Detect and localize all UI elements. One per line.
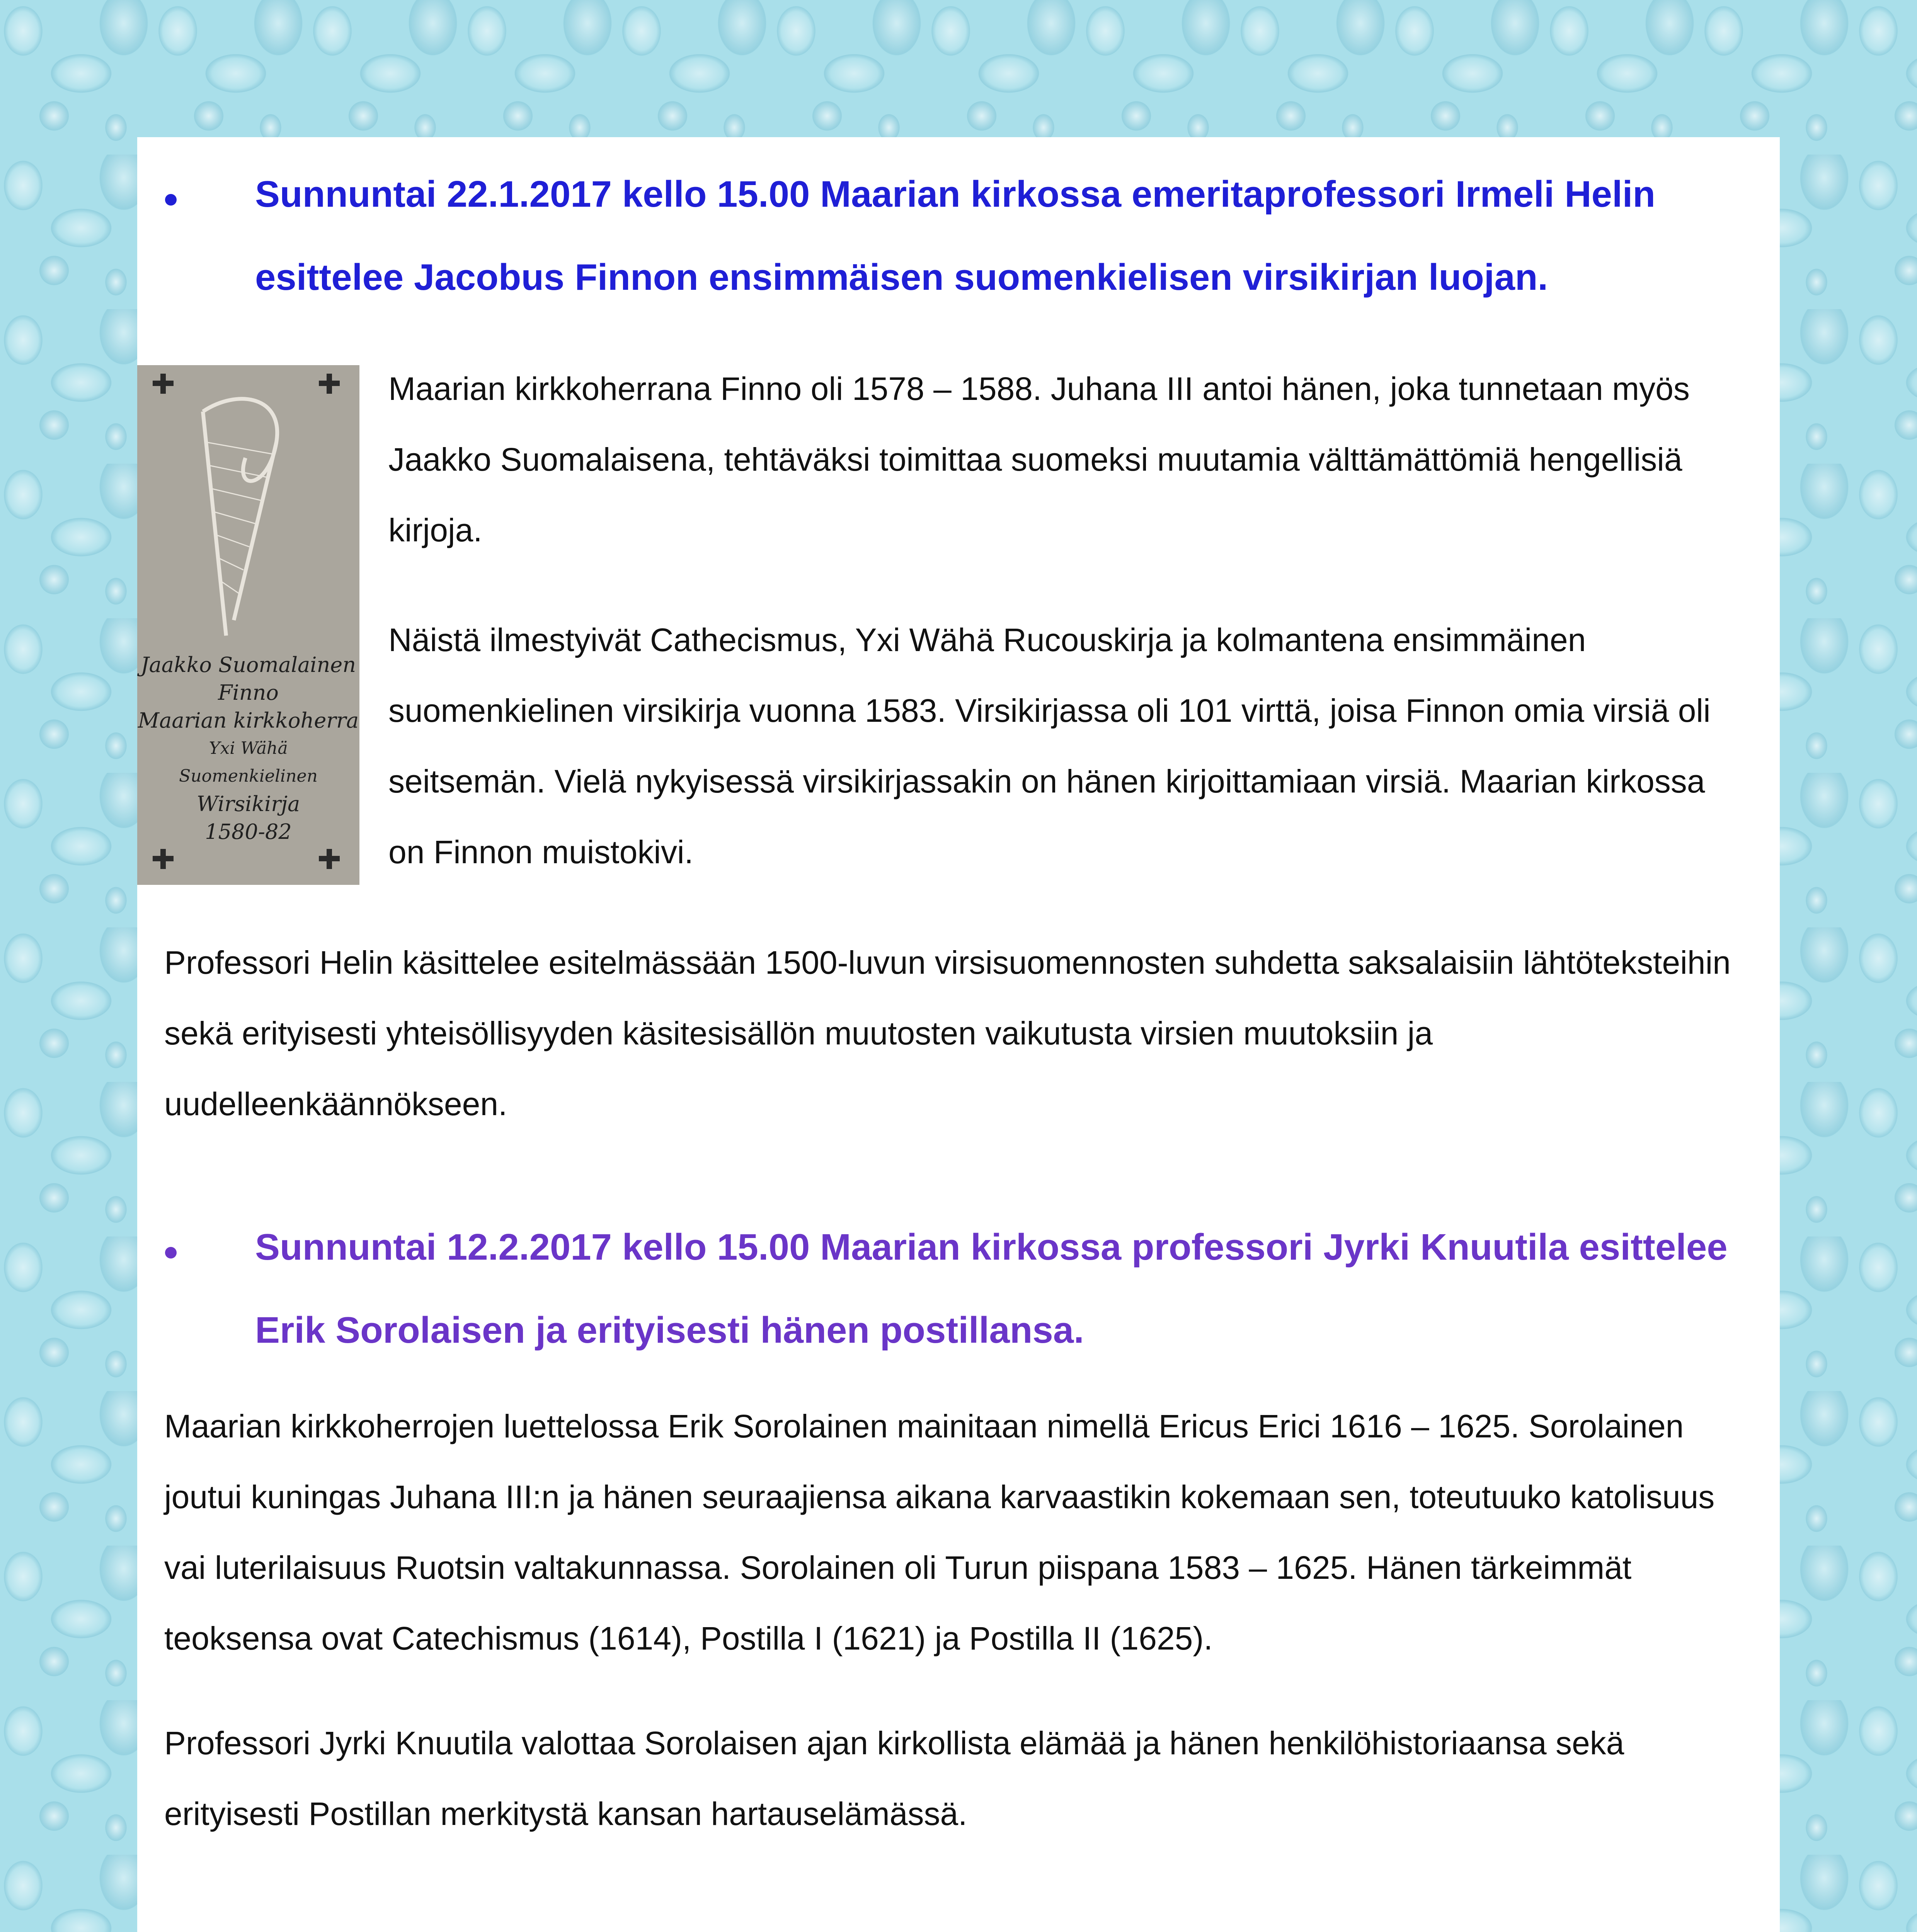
memorial-stone-harp-image xyxy=(137,365,359,885)
inscription-line: Yxi Wähä Suomenkielinen xyxy=(179,738,318,786)
section-3-heading xyxy=(255,1911,1760,1932)
section-1-heading: Sunnuntai 22.1.2017 kello 15.00 Maarian kirkossa emeritaprofessori Irmeli Helin esittelee Jacobus Finnon ensimmäisen suomenkielisen virsikirjan luojan. xyxy=(255,173,1655,298)
bullet-icon xyxy=(165,194,177,206)
inscription-line: Wirsikirja xyxy=(196,792,300,816)
bullet-icon xyxy=(165,1247,177,1259)
inscription-line: Jaakko Suomalainen xyxy=(140,653,356,677)
inscription-line: Maarian kirkkoherra xyxy=(138,708,359,733)
memorial-stone-inscription xyxy=(137,651,359,846)
inscription-line: 1580-82 xyxy=(205,820,292,844)
section-2-paragraph-1: Maarian kirkkoherrojen luettelossa Erik Sorolainen mainitaan nimellä Ericus Erici 1616 – 1625. Sorolainen joutui kuningas Juhana III:n ja hänen seuraajiensa aikana karvaastikin kokemaan sen, toteutuuko katolisuus vai luterilaisuus Ruotsin valtakunnassa. Sorolainen oli Turun piispana 1583 – 1625. Hänen tärkeimmät teoksensa ovat Catechismus (1614), Postilla I (1621) ja Postilla II (1625). xyxy=(164,1408,1715,1656)
section-2-paragraph-2: Professori Jyrki Knuutila valottaa Sorolaisen ajan kirkollista elämää ja hänen henkilöhistoriaansa sekä erityisesti Postillan merkitystä kansan hartauselämässä. xyxy=(164,1725,1624,1832)
section-1-paragraph-3: Professori Helin käsittelee esitelmässään 1500-luvun virsisuomennosten suhdetta saksalaisiin lähtöteksteihin sekä erityisesti yhteisöllisyyden käsitesisällön muutosten vaikutusta virsien muutoksiin ja uudelleenkäännökseen. xyxy=(164,944,1731,1122)
document-page xyxy=(137,137,1780,1932)
section-2-heading: Sunnuntai 12.2.2017 kello 15.00 Maarian kirkossa professori Jyrki Knuutila esittelee Erik Sorolaisen ja erityisesti hänen postillansa. xyxy=(255,1226,1728,1351)
section-1-paragraph-1: Maarian kirkkoherrana Finno oli 1578 – 1588. Juhana III antoi hänen, joka tunnetaan myös Jaakko Suomalaisena, tehtäväksi toimittaa suomeksi muutamia välttämättömiä hengellisiä kirjoja. xyxy=(388,371,1690,548)
inscription-line: Finno xyxy=(218,680,279,705)
section-1-paragraph-2: Näistä ilmestyivät Cathecismus, Yxi Wähä Rucouskirja ja kolmantena ensimmäinen suomenkielinen virsikirja vuonna 1583. Virsikirjassa oli 101 virttä, joisa Finnon omia virsiä oli seitsemän. Vielä nykyisessä virsikirjassakin on hänen kirjoittamiaan virsiä. Maarian kirkossa on Finnon muistokivi. xyxy=(388,622,1711,870)
